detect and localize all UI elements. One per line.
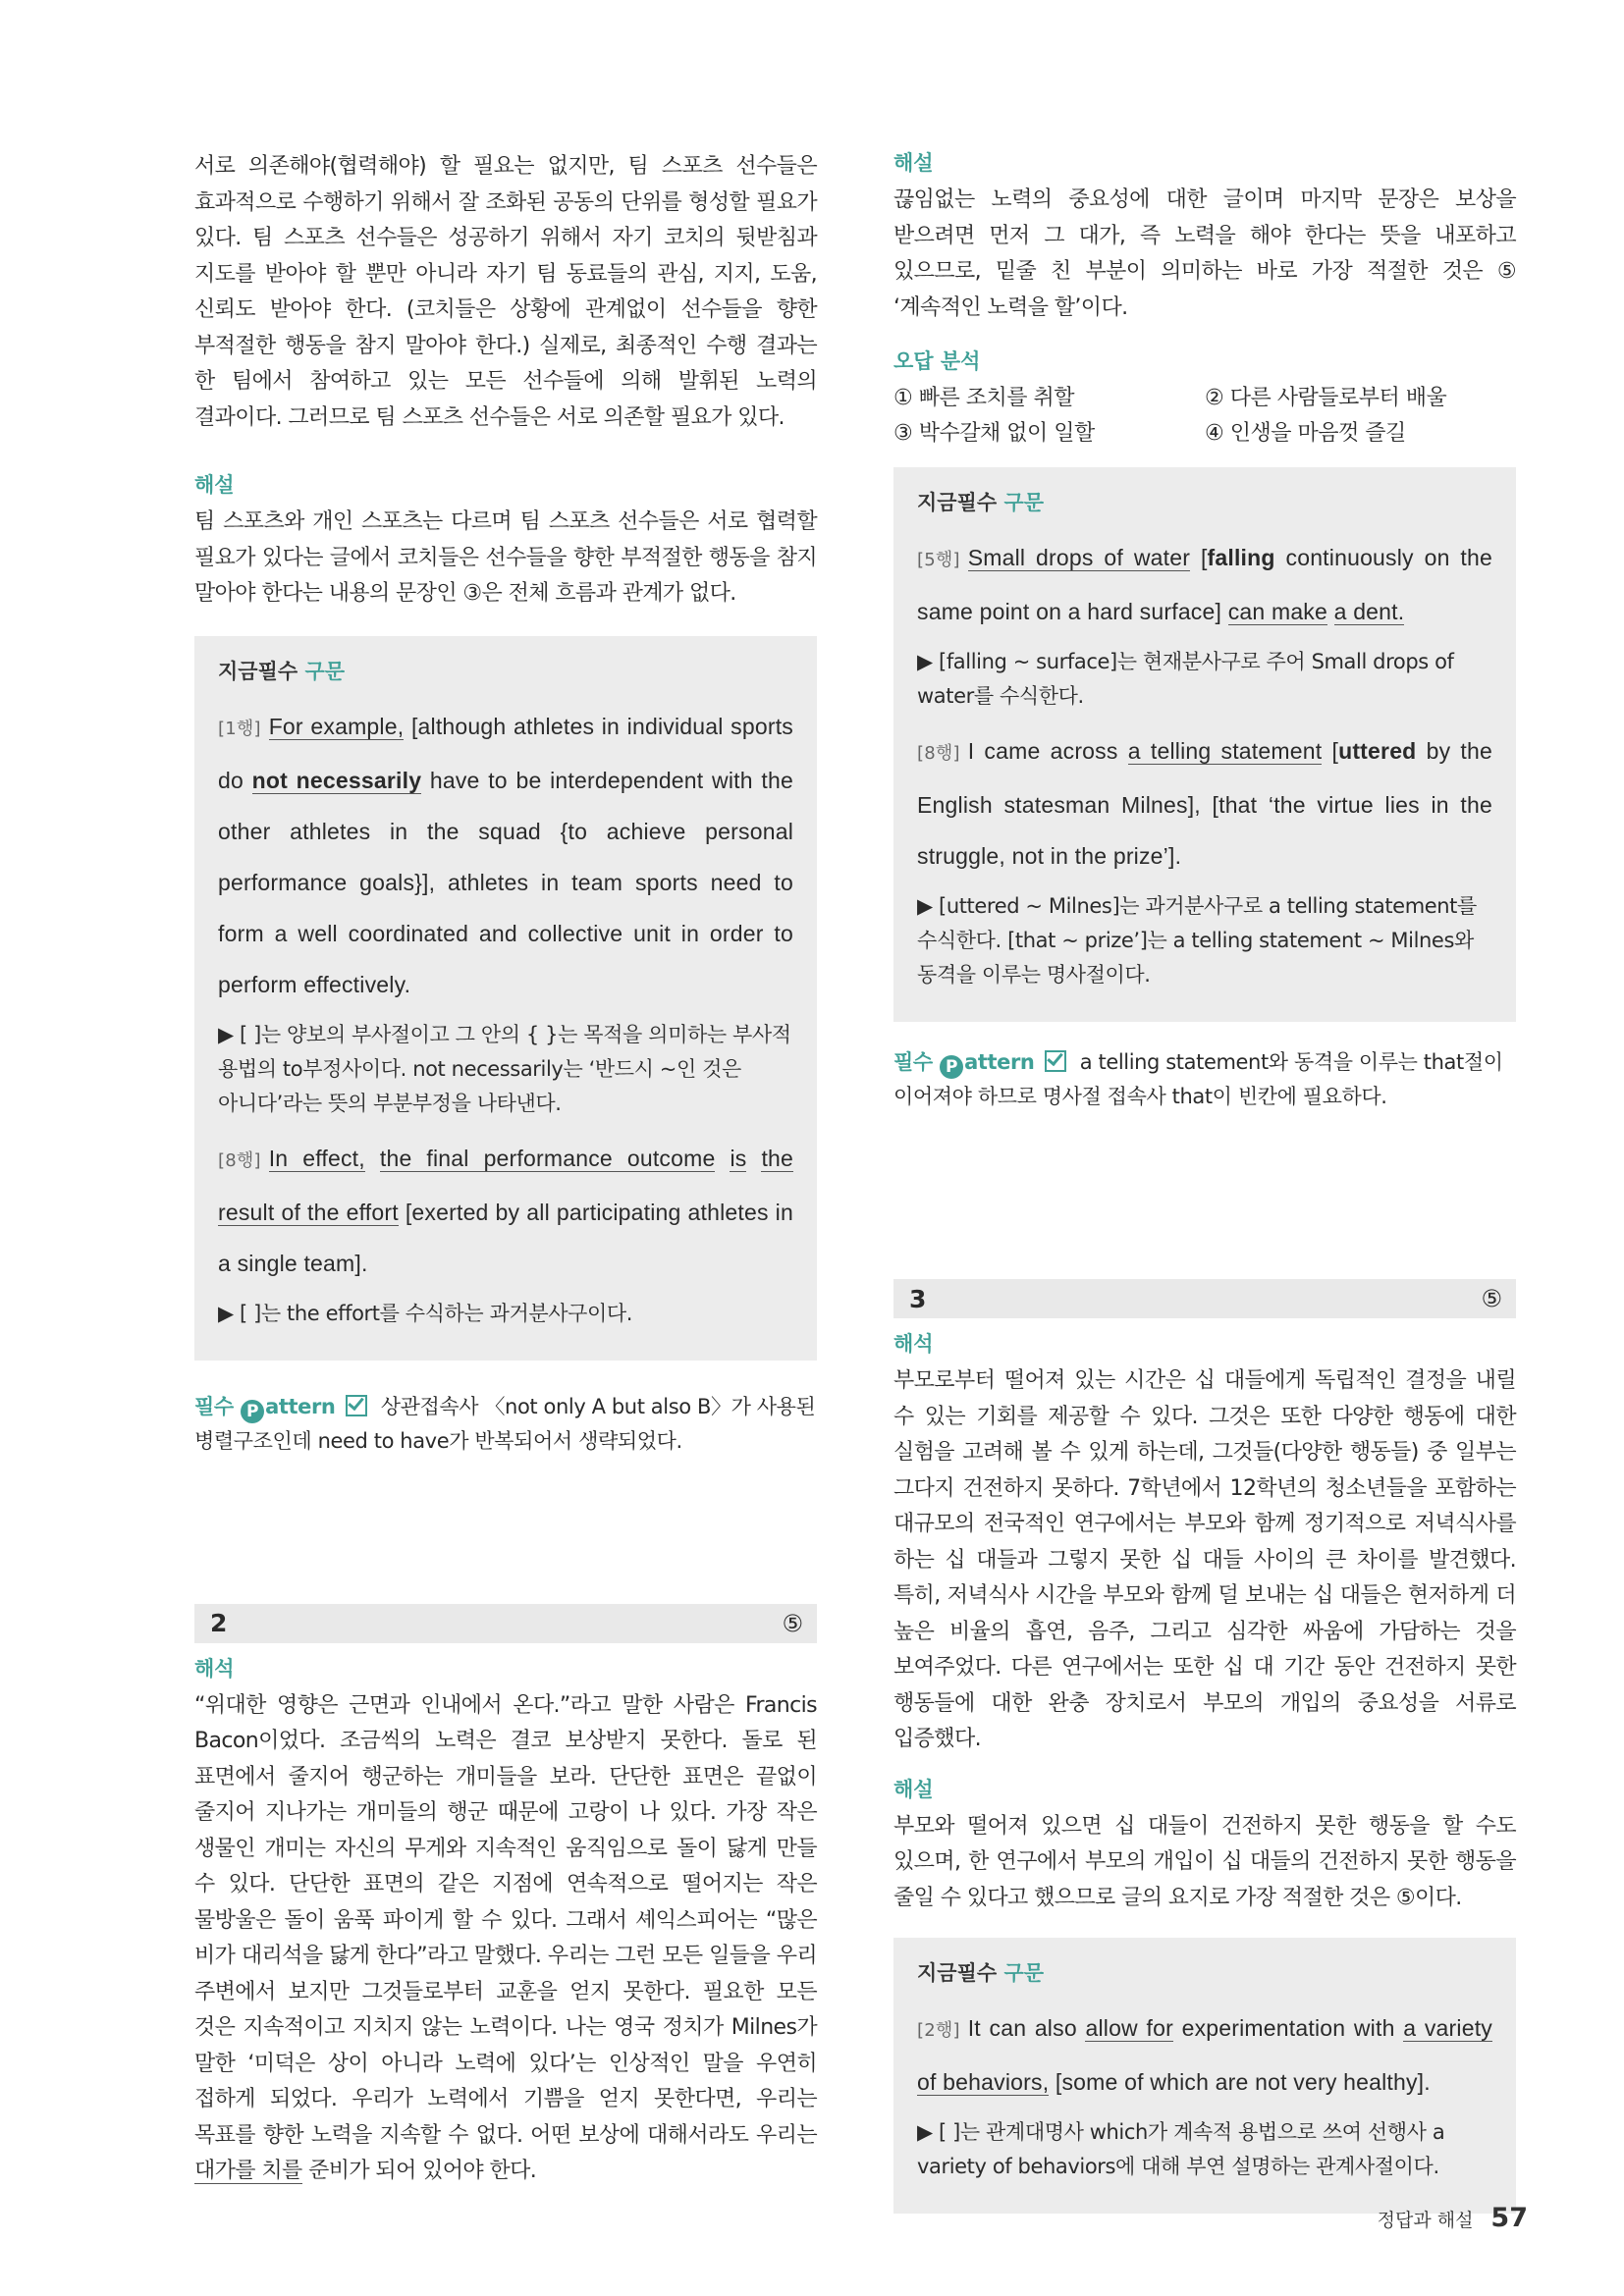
right-column <box>893 149 1516 2214</box>
page-footer <box>1378 2203 1528 2233</box>
grammar-note-1: ▶ [falling ~ surface]는 현재분사구로 주어 Small drops of water를 수식한다. <box>917 650 1454 708</box>
explanation-paragraph: 팀 스포츠와 개인 스포츠는 다르며 팀 스포츠 선수들은 서로 협력할 필요가 있다는 글에서 코치들은 선수들을 향한 부적절한 행동을 참지 말아야 한다는 내용의 문장인 ③은 전체 흐름과 관계가 없다. <box>194 509 817 606</box>
section-heading-wrong-analysis: 오답 분석 <box>893 349 981 373</box>
grammar-box-title: 지금필수 구문 <box>218 659 346 683</box>
grammar-box <box>194 636 817 1361</box>
grammar-note-2: ▶ [uttered ~ Milnes]는 과거분사구로 a telling statement를 수식한다. [that ~ prize’]는 a telling statement ~ Milnes와 동격을 이루는 명사절이다. <box>917 894 1477 987</box>
pattern-note: 필수 P attern 상관접속사 〈not only A but also B〉가 사용된 병렬구조인데 need to have가 반복되어서 생략되었다. <box>194 1394 816 1453</box>
pattern-p-icon: P <box>940 1055 963 1079</box>
footer-label: 정답과 해설 <box>1377 2210 1474 2231</box>
wrong-answer-item: ③ 박수갈채 없이 일할 <box>893 421 1095 446</box>
question-number: 3 <box>909 1284 927 1313</box>
grammar-sentence-2: [8행] In effect, the final performance outcome is the result of the effort [exerted by all participating athletes in a single team]. <box>218 1145 794 1276</box>
wrong-answer-item: ② 다른 사람들로부터 배울 <box>1205 386 1447 410</box>
section-heading-explanation-3: 해설 <box>893 1777 934 1801</box>
grammar-note-3: ▶ [ ]는 관계대명사 which가 계속적 용법으로 쓰여 선행사 a variety of behaviors에 대해 부연 설명하는 관계사절이다. <box>917 2120 1445 2178</box>
section-heading-explanation: 해설 <box>194 473 235 497</box>
grammar-sentence-3: [2행] It can also allow for experimentation with a variety of behaviors, [some of which are not very healthy]. <box>917 2015 1493 2095</box>
translation-paragraph-2: “위대한 영향은 근면과 인내에서 온다.”라고 말한 사람은 Francis Bacon이었다. 조금씩의 노력은 결코 보상받지 못한다. 돌로 된 표면에서 줄지어 행군하는 개미들을 보라. 단단한 표면은 끝없이 줄지어 지나가는 개미들의 행군 때문에 고랑이 나 있다. 가장 작은 생물인 개미는 자신의 무게와 지속적인 움직임으로 돌이 닳게 만들 수 있다. 단단한 표면의 같은 지점에 연속적으로 떨어지는 작은 물방울은 돌이 움푹 파이게 할 수 있다. 그래서 셰익스피어는 “많은 비가 대리석을 닳게 한다”라고 말했다. 우리는 그런 모든 일들을 우리 주변에서 보지만 그것들로부터 교훈을 얻지 못한다. 필요한 모든 것은 지속적이고 지치지 않는 노력이다. 나는 영국 정치가 Milnes가 말한 ‘미덕은 상이 아니라 노력에 있다’는 인상적인 말을 우연히 접하게 되었다. 우리가 노력에서 기쁨을 얻지 못한다면, 우리는 목표를 향한 노력을 지속할 수 없다. 어떤 보상에 대해서라도 우리는 대가를 치를 준비가 되어 있어야 한다. <box>194 1692 817 2183</box>
pattern-p-icon: P <box>241 1400 264 1423</box>
grammar-sentence-1: [1행] For example, [although athletes in individual sports do not necessarily have to be interdependent with the other athletes in the squad {to achieve personal performance goals}], athletes in team sports need to form a well coordinated and collective unit in order to perform effectively. <box>218 713 793 997</box>
explanation-paragraph: 끊임없는 노력의 중요성에 대한 글이며 마지막 문장은 보상을 받으려면 먼저 그 대가, 즉 노력을 해야 한다는 뜻을 내포하고 있으므로, 밑줄 친 부분이 의미하는 바로 가장 적절한 것은 ⑤ ‘계속적인 노력을 할’이다. <box>893 187 1516 320</box>
grammar-box-3 <box>893 1938 1516 2214</box>
question-number: 2 <box>210 1609 228 1637</box>
translation-paragraph: 서로 의존해야(협력해야) 할 필요는 없지만, 팀 스포츠 선수들은 효과적으로 수행하기 위해서 잘 조화된 공동의 단위를 형성할 필요가 있다. 팀 스포츠 선수들은 성공하기 위해서 자기 코치의 뒷받침과 지도를 받아야 할 뿐만 아니라 자기 팀 동료들의 관심, 지지, 도움, 신뢰도 받아야 한다. (코치들은 상황에 관계없이 선수들을 향한 부적절한 행동을 참지 말아야 한다.) 실제로, 최종적인 수행 결과는 한 팀에서 참여하고 있는 모든 선수들에 의해 발휘된 노력의 결과이다. 그러므로 팀 스포츠 선수들은 서로 의존할 필요가 있다. <box>194 154 817 430</box>
pattern-note: 필수 P attern a telling statement와 동격을 이루는 that절이 이어져야 하므로 명사절 접속사 that이 빈칸에 필요하다. <box>893 1050 1503 1108</box>
grammar-box <box>893 467 1516 1022</box>
question-2-header <box>194 1604 817 1643</box>
grammar-note-2: ▶ [ ]는 the effort를 수식하는 과거분사구이다. <box>218 1301 633 1325</box>
page-number: 57 <box>1490 2203 1528 2233</box>
left-column <box>194 149 817 2190</box>
grammar-box-title: 지금필수 구문 <box>917 1961 1045 1985</box>
grammar-sentence-1: [5행] Small drops of water [falling continuously on the same point on a hard surface] can make a dent. <box>917 545 1492 624</box>
explanation-paragraph-3: 부모와 떨어져 있으면 십 대들이 건전하지 못한 행동을 할 수도 있으며, 한 연구에서 부모의 개입이 십 대들의 건전하지 못한 행동을 줄일 수 있다고 했으므로 글의 요지로 가장 적절한 것은 ⑤이다. <box>893 1813 1516 1910</box>
question-answer: ⑤ <box>782 1609 803 1637</box>
section-heading-translation: 해석 <box>893 1332 934 1356</box>
grammar-box-title: 지금필수 구문 <box>917 491 1045 514</box>
section-heading-translation: 해석 <box>194 1656 235 1681</box>
grammar-note-1: ▶ [ ]는 양보의 부사절이고 그 안의 { }는 목적을 의미하는 부사적 용법의 to부정사이다. not necessarily는 ‘반드시 ~인 것은 아니다’라는 뜻의 부분부정을 나타낸다. <box>218 1022 791 1115</box>
checkbox-icon <box>1045 1050 1066 1072</box>
wrong-answer-item: ④ 인생을 마음껏 즐길 <box>1205 421 1406 446</box>
grammar-sentence-2: [8행] I came across a telling statement [uttered by the English statesman Milnes], [that ‘the virtue lies in the struggle, not in the prize’]. <box>917 738 1493 869</box>
question-answer: ⑤ <box>1481 1285 1502 1312</box>
wrong-answer-list <box>893 381 1516 452</box>
translation-paragraph-3: 부모로부터 떨어져 있는 시간은 십 대들에게 독립적인 결정을 내릴 수 있는 기회를 제공할 수 있다. 그것은 또한 다양한 행동에 대한 실험을 고려해 볼 수 있게 하는데, 그것들(다양한 행동들) 중 일부는 그다지 건전하지 못하다. 7학년에서 12학년의 청소년들을 포함하는 대규모의 전국적인 연구에서는 부모와 함께 정기적으로 저녁식사를 하는 십 대들과 그렇지 못한 십 대들 사이의 큰 차이를 발견했다. 특히, 저녁식사 시간을 부모와 함께 덜 보내는 십 대들은 현저하게 더 높은 비율의 흡연, 음주, 그리고 심각한 싸움에 가담하는 것을 보여주었다. 다른 연구에서는 또한 십 대 기간 동안 건전하지 못한 행동들에 대한 완충 장치로서 부모의 개입의 중요성을 서류로 입증했다. <box>893 1368 1516 1751</box>
section-heading-explanation: 해설 <box>893 151 934 175</box>
question-3-header <box>893 1279 1516 1318</box>
checkbox-icon <box>346 1395 367 1416</box>
wrong-answer-item: ① 빠른 조치를 취할 <box>893 386 1074 410</box>
